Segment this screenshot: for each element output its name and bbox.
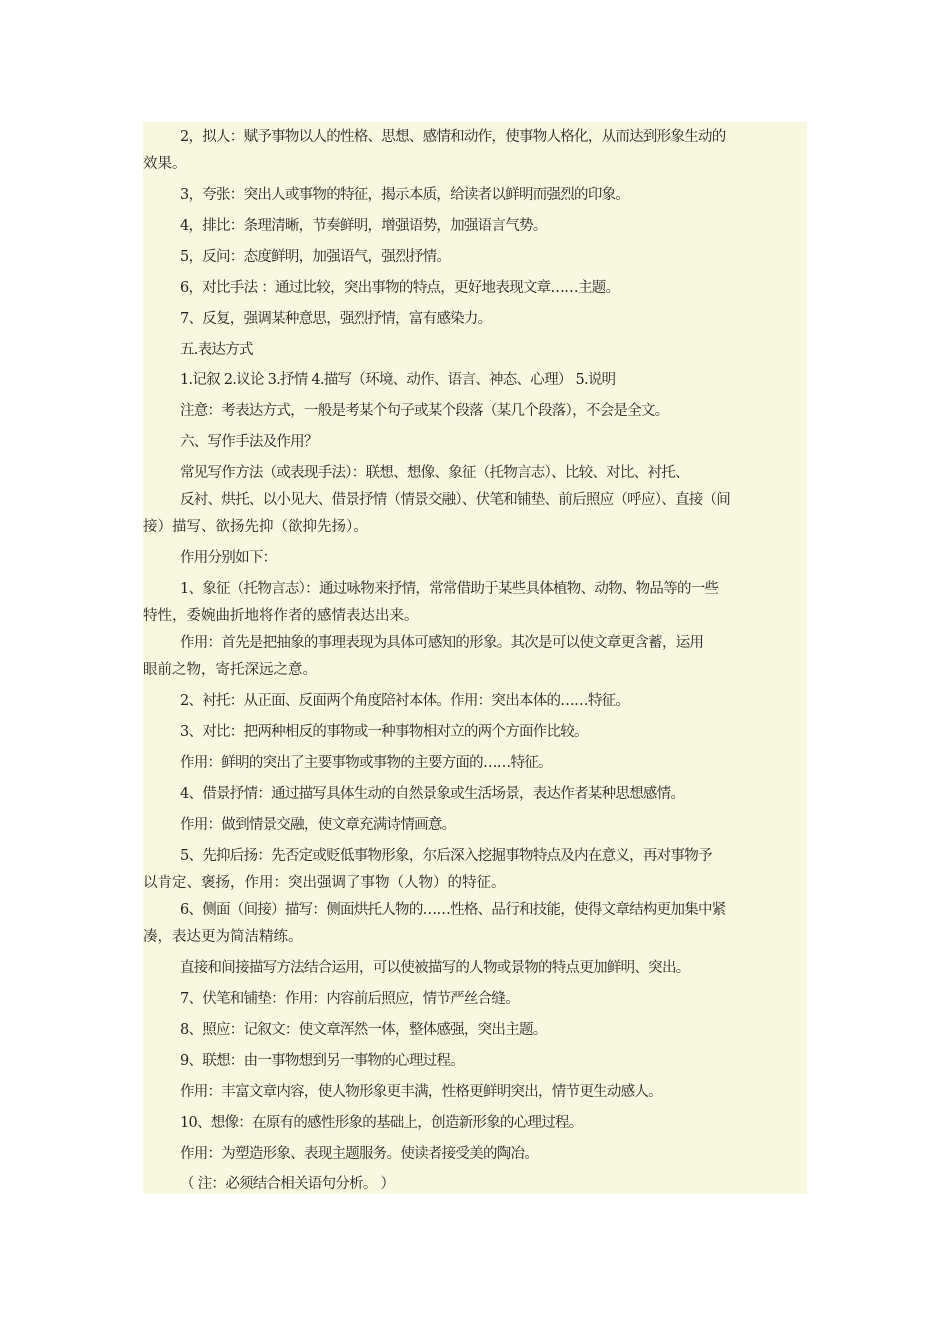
text-line: 3、对比：把两种相反的事物或一种事物相对立的两个方面作比较。 bbox=[180, 724, 588, 740]
text-line: （ 注：必须结合相关语句分析。 ） bbox=[180, 1176, 395, 1192]
text-line: 1、象征（托物言志）：通过咏物来抒情，常常借助于某些具体植物、动物、物品等的一些 bbox=[180, 581, 719, 597]
text-line: 效果。 bbox=[143, 156, 187, 172]
text-line: 10、想像：在原有的感性形象的基础上，创造新形象的心理过程。 bbox=[180, 1115, 583, 1131]
text-line: 六、写作手法及作用？ bbox=[180, 434, 318, 450]
text-line: 常见写作方法（或表现手法）：联想、想像、象征（托物言志）、比较、对比、衬托、 bbox=[180, 465, 689, 481]
text-line: 作用：为塑造形象、表现主题服务。使读者接受美的陶冶。 bbox=[180, 1146, 539, 1162]
text-line: 4、借景抒情：通过描写具体生动的自然景象或生活场景，表达作者某种思想感情。 bbox=[180, 786, 685, 802]
document-body bbox=[143, 122, 807, 1194]
text-line: 凑，表达更为简洁精练。 bbox=[143, 929, 303, 945]
text-line: 8、照应：记叙文：使文章浑然一体，整体感强，突出主题。 bbox=[180, 1022, 547, 1038]
text-line: 作用分别如下： bbox=[180, 550, 277, 566]
text-line: 接）描写、欲扬先抑（欲抑先扬）。 bbox=[143, 519, 368, 535]
text-line: 5、先抑后扬：先否定或贬低事物形象，尔后深入挖掘事物特点及内在意义，再对事物予 bbox=[180, 848, 712, 864]
text-line: 7、伏笔和铺垫：作用：内容前后照应，情节严丝合缝。 bbox=[180, 991, 519, 1007]
text-line: 以肯定、褒扬，作用：突出强调了事物（人物）的特征。 bbox=[143, 875, 506, 891]
text-line: 3，夸张：突出人或事物的特征，揭示本质，给读者以鲜明而强烈的印象。 bbox=[180, 187, 630, 203]
text-line: 7、反复，强调某种意思，强烈抒情，富有感染力。 bbox=[180, 311, 492, 327]
text-line: 五.表达方式 bbox=[180, 342, 253, 358]
text-line: 2，拟人：赋予事物以人的性格、思想、感情和动作，使事物人格化，从而达到形象生动的 bbox=[180, 129, 726, 145]
text-line: 作用：做到情景交融，使文章充满诗情画意。 bbox=[180, 817, 456, 833]
text-line: 直接和间接描写方法结合运用，可以使被描写的人物或景物的特点更加鲜明、突出。 bbox=[180, 960, 690, 976]
text-line: 1.记叙 2.议论 3.抒情 4.描写（环境、动作、语言、神态、心理） 5.说明 bbox=[180, 372, 616, 388]
text-line: 作用：丰富文章内容，使人物形象更丰满，性格更鲜明突出，情节更生动感人。 bbox=[180, 1084, 662, 1100]
text-line: 眼前之物，寄托深远之意。 bbox=[143, 662, 317, 678]
text-line: 作用：首先是把抽象的事理表现为具体可感知的形象。其次是可以使文章更含蓄，运用 bbox=[180, 635, 704, 651]
text-line: 6、侧面（间接）描写：侧面烘托人物的……性格、品行和技能，使得文章结构更加集中紧 bbox=[180, 902, 726, 918]
text-line: 作用：鲜明的突出了主要事物或事物的主要方面的……特征。 bbox=[180, 755, 552, 771]
text-line: 6，对比手法 ：通过比较，突出事物的特点，更好地表现文章……主题。 bbox=[180, 280, 620, 296]
text-line: 4，排比：条理清晰，节奏鲜明，增强语势，加强语言气势。 bbox=[180, 218, 547, 234]
text-line: 注意：考表达方式，一般是考某个句子或某个段落（某几个段落），不会是全文。 bbox=[180, 403, 669, 419]
text-line: 5，反问：态度鲜明，加强语气，强烈抒情。 bbox=[180, 249, 451, 265]
text-line: 9、联想：由一事物想到另一事物的心理过程。 bbox=[180, 1053, 464, 1069]
text-line: 2、衬托：从正面、反面两个角度陪衬本体。作用：突出本体的……特征。 bbox=[180, 693, 630, 709]
text-line: 特性，委婉曲折地将作者的感情表达出来。 bbox=[143, 608, 419, 624]
text-line: 反衬、烘托、以小见大、借景抒情（情景交融）、伏笔和铺垫、前后照应（呼应）、直接（间 bbox=[180, 492, 731, 508]
